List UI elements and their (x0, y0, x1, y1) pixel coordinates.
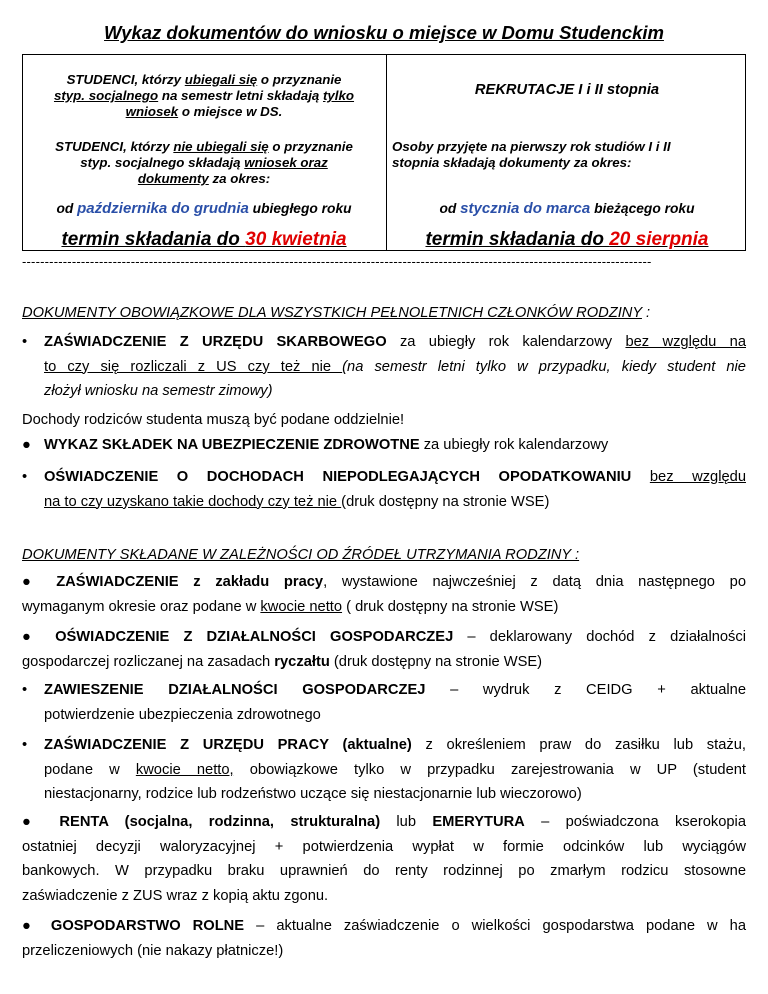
page-title: Wykaz dokumentów do wniosku o miejsce w Domu Studenckim (104, 22, 664, 43)
business-activity-item: ● OŚWIADCZENIE Z DZIAŁALNOŚCI GOSPODARCZEJ – deklarowany dochód z działalności gospodarczej rozliczanej na zasadach ryczałtu (druk dostępny na stronie WSE) (22, 629, 746, 670)
left-deadline: termin składania do 30 kwietnia (61, 229, 347, 250)
left-period: od października do grudnia ubiegłego roku (56, 200, 352, 217)
recruitment-text: Osoby przyjęte na pierwszy rok studiów I i II stopnia składają dokumenty za okres: (392, 139, 671, 170)
untaxed-income-item: • OŚWIADCZENIE O DOCHODACH NIEPODLEGAJĄCYCH OPODATKOWANIU bez względu na to czy uzyskano takie dochody czy też nie (druk dostępny na stronie WSE) (22, 469, 746, 510)
table-divider (386, 54, 387, 251)
separator-line: ------------------------------------------------------------------------------------------------------------------------------------------- (22, 254, 652, 269)
section2-heading: DOKUMENTY SKŁADANE W ZALEŻNOŚCI OD ŹRÓDEŁ UTRZYMANIA RODZINY : (22, 547, 580, 563)
farm-item: ● GOSPODARSTWO ROLNE – aktualne zaświadczenie o wielkości gospodarstwa podane w ha przeliczeniowych (nie nakazy płatnicze!) (22, 918, 747, 959)
pension-item: ● RENTA (socjalna, rodzinna, strukturalna) lub EMERYTURA – poświadczona kserokopia ostatniej decyzji waloryzacyjnej + potwierdzenia wypłat w formie odcinków lub wyciągów bankowych. W przypadku braku uprawnień do renty rodzinnej po zmarłym rodzicu stosowne zaświadczenie z ZUS wraz z kopią aktu zgonu. (22, 814, 746, 904)
business-suspension-item: • ZAWIESZENIE DZIAŁALNOŚCI GOSPODARCZEJ – wydruk z CEIDG + aktualne potwierdzenie ubezpieczenia zdrowotnego (22, 682, 746, 723)
employment-office-item: • ZAŚWIADCZENIE Z URZĘDU PRACY (aktualne) z określeniem praw do zasiłku lub stażu, podane w kwocie netto, obowiązkowe tylko w przypadku zarejestrowania w UP (student niestacjonarny, rodzice lub rodzeństwo uczące się niestacjonarnie lub wieczorowo) (22, 737, 746, 802)
right-period: od stycznia do marca bieżącego roku (439, 200, 695, 217)
employment-certificate-item: ● ZAŚWIADCZENIE z zakładu pracy, wystawione najwcześniej z datą dnia następnego po wymaganym okresie oraz podane w kwocie netto ( druk dostępny na stronie WSE) (22, 574, 746, 615)
students-not-applied-text: STUDENCI, którzy nie ubiegali się o przyznanie styp. socjalnego składają wniosek oraz dokumenty za okres: (55, 139, 353, 186)
students-applied-text: STUDENCI, którzy ubiegali się o przyznanie styp. socjalnego na semestr letni składają tylko wniosek o miejsce w DS. (53, 72, 355, 119)
parents-income-note: Dochody rodziców studenta muszą być podane oddzielnie! (22, 412, 405, 428)
tax-office-item: • ZAŚWIADCZENIE Z URZĘDU SKARBOWEGO za ubiegły rok kalendarzowy bez względu na to czy się rozliczali z US czy też nie (na semestr letni tylko w przypadku, kiedy student nie złożył wniosku na semestr zimowy) (22, 334, 746, 399)
right-deadline: termin składania do 20 sierpnia (425, 229, 709, 250)
recruitment-heading: REKRUTACJE I i II stopnia (474, 82, 660, 98)
section1-heading: DOKUMENTY OBOWIĄZKOWE DLA WSZYSTKICH PEŁNOLETNICH CZŁONKÓW RODZINY : (22, 305, 651, 321)
